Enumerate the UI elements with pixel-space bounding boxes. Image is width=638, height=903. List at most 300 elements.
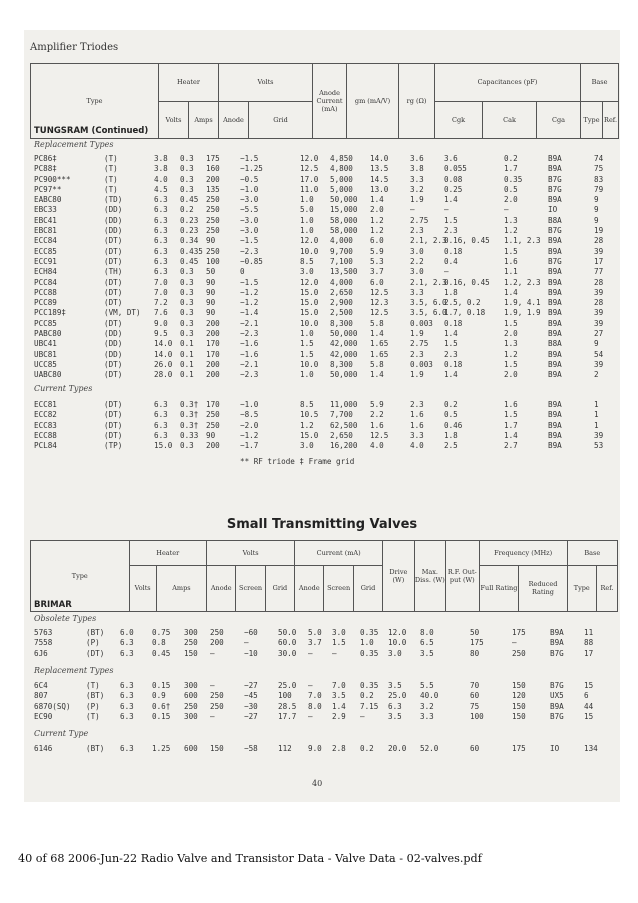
table-cell: 3.5 — [420, 648, 434, 658]
table-cell: 9,700 — [330, 246, 353, 256]
col-cgk: Cgk — [435, 101, 483, 139]
table-cell: 1.5 — [504, 359, 518, 369]
table-cell: 75 — [470, 701, 480, 711]
table-cell: 3.7 — [370, 267, 384, 277]
table-cell: — — [444, 267, 449, 277]
table-cell: 1.6 — [410, 410, 424, 420]
table-cell: 1.5 — [444, 339, 458, 349]
section-title-triodes: Amplifier Triodes — [30, 42, 119, 53]
table-cell: 39 — [594, 318, 604, 328]
scanned-page — [24, 30, 620, 802]
col-heater-amps: Amps — [189, 101, 219, 139]
table-cell: (DD) — [104, 349, 123, 359]
table-cell: 1.7, 0.18 — [444, 308, 486, 318]
page-number: 40 — [312, 779, 323, 788]
table-cell: 28.0 — [154, 370, 173, 380]
table-cell: 90 — [206, 277, 216, 287]
table-cell: UABC80 — [34, 370, 62, 380]
table-cell: −1.4 — [240, 308, 259, 318]
table-cell: 4,850 — [330, 154, 353, 163]
table-cell: 83 — [594, 174, 604, 184]
table-cell: 17.0 — [300, 174, 319, 184]
table-cell: 3.3 — [410, 287, 424, 297]
table-cell: 0.2 — [180, 205, 194, 215]
table-cell: 58,000 — [330, 226, 358, 236]
table-cell: 60 — [470, 744, 480, 753]
table-cell: 0.3 — [180, 298, 194, 308]
col-heater-volts: Volts — [159, 101, 189, 139]
table-cell: 0.23 — [180, 215, 199, 225]
label-replacement-types: Replacement Types — [34, 140, 114, 149]
table-cell: 27 — [594, 329, 604, 339]
table-cell: 1.9, 4.1 — [504, 298, 541, 308]
table-cell: 0.34 — [180, 236, 199, 246]
table-cell: — — [308, 711, 313, 721]
table-cell: 112 — [278, 744, 292, 753]
table-cell: 600 — [184, 744, 198, 753]
table-cell: B9A — [548, 410, 562, 420]
table-cell: −3.0 — [240, 215, 259, 225]
table-cell: 19 — [594, 226, 604, 236]
table-cell: 0.3 — [180, 441, 194, 451]
table-cell: −3.0 — [240, 226, 259, 236]
table-cell: 1.65 — [370, 339, 389, 349]
table-cell: ECH84 — [34, 267, 57, 277]
table-cell: B9A — [548, 277, 562, 287]
table-cell: 90 — [206, 430, 216, 440]
table-cell: 170 — [206, 400, 220, 409]
table-cell: UBC41 — [34, 339, 57, 349]
table-cell: 20.0 — [388, 744, 407, 753]
table-cell: EBC41 — [34, 215, 57, 225]
table-cell: 4,800 — [330, 164, 353, 174]
table-cell: 26.0 — [154, 359, 173, 369]
table-cell: 14.0 — [154, 349, 173, 359]
table-cell: 6.3 — [154, 400, 168, 409]
table-cell: 3.2 — [420, 701, 434, 711]
table-cell: 17 — [594, 256, 604, 266]
table-cell: EABC80 — [34, 195, 62, 205]
table-cell: 250 — [206, 410, 220, 420]
tx-col-screen: Screen — [236, 565, 265, 611]
col-anode-current: Anode Current (mA) — [313, 64, 347, 139]
table-cell: B9A — [548, 195, 562, 205]
table-cell: 0.15 — [152, 681, 171, 690]
table-cell: 17 — [584, 648, 594, 658]
table-cell: (DT) — [104, 277, 123, 287]
table-cell: 11,000 — [330, 400, 358, 409]
table-cell: −27 — [244, 711, 258, 721]
table-cell: 3.0 — [410, 267, 424, 277]
table-cell: 5.5 — [420, 681, 434, 690]
table-cell: 5.3 — [370, 256, 384, 266]
label-tx-current-type: Current Type — [34, 729, 89, 738]
table-cell: 200 — [210, 638, 224, 648]
manufacturer-brimar: BRIMAR — [34, 600, 72, 610]
table-cell: 6.3 — [154, 410, 168, 420]
table-cell: — — [410, 205, 415, 215]
table-cell: B9A — [548, 246, 562, 256]
table-cell: 0.3 — [180, 267, 194, 277]
table-cell: 1.4 — [332, 701, 346, 711]
table-cell: 7.0 — [332, 681, 346, 690]
table-cell: 90 — [206, 308, 216, 318]
table-cell: 7.0 — [154, 277, 168, 287]
table-cell: 1.0 — [300, 370, 314, 380]
table-cell: 2.2 — [410, 256, 424, 266]
table-cell: 8.5 — [300, 400, 314, 409]
table-cell: 0.33 — [180, 430, 199, 440]
table-cell: 175 — [512, 744, 526, 753]
table-cell: 1.6 — [410, 420, 424, 430]
table-cell: B7G — [548, 184, 562, 194]
table-cell: B9A — [548, 359, 562, 369]
table-cell: 9 — [594, 195, 599, 205]
pdf-footer: 40 of 68 2006-Jun-22 Radio Valve and Transistor Data - Valve Data - 02-valves.pdf — [18, 852, 482, 865]
table-cell: (DT) — [104, 370, 123, 380]
table-cell: 600 — [184, 691, 198, 701]
col-capacitances: Capacitances (pF) — [435, 64, 581, 102]
table-cell: 1.2 — [504, 226, 518, 236]
table-cell: 9 — [594, 215, 599, 225]
table-cell: 15,000 — [330, 205, 358, 215]
table-cell: ECC85 — [34, 246, 57, 256]
table-cell: PCC189‡ — [34, 308, 67, 318]
table-cell: 25.0 — [278, 681, 297, 690]
table-cell: −1.2 — [240, 287, 259, 297]
table-cell: 1.7 — [504, 420, 518, 430]
tx-col-heater: Heater — [129, 541, 207, 566]
table-cell: 1.2, 2.3 — [504, 277, 541, 287]
table-cell: 50.0 — [278, 628, 297, 637]
table-cell: 3.8 — [410, 164, 424, 174]
table-cell: 8,300 — [330, 359, 353, 369]
table-cell: — — [308, 681, 313, 690]
table-cell: 28.5 — [278, 701, 297, 711]
table-cell: 6.0 — [120, 628, 134, 637]
col-volts: Volts — [219, 64, 313, 102]
col-cga: Cga — [537, 101, 581, 139]
tx-col-volts: Volts — [207, 541, 295, 566]
table-cell: 1.0 — [300, 195, 314, 205]
table-cell: 1.5 — [332, 638, 346, 648]
table-cell: 0.46 — [444, 420, 463, 430]
table-cell: B9A — [548, 267, 562, 277]
table-cell: −2.1 — [240, 318, 259, 328]
table-cell: 5763 — [34, 628, 53, 637]
table-cell: B9A — [548, 308, 562, 318]
table-cell: 4,000 — [330, 277, 353, 287]
table-cell: 6146 — [34, 744, 53, 753]
table-cell: 6.0 — [370, 277, 384, 287]
table-cell: 0.3 — [180, 318, 194, 328]
table-cell: 12.5 — [370, 287, 389, 297]
table-cell: 1.6 — [504, 400, 518, 409]
table-cell: 2.2 — [370, 410, 384, 420]
table-cell: 0.6† — [152, 701, 171, 711]
table-cell: 1.0 — [360, 638, 374, 648]
table-cell: (DT) — [86, 648, 105, 658]
table-cell: 79 — [594, 184, 604, 194]
table-cell: 0.2 — [444, 400, 458, 409]
table-cell: 12.5 — [300, 164, 319, 174]
table-cell: −1.5 — [240, 236, 259, 246]
table-cell: 15.0 — [300, 287, 319, 297]
col-rg: rg (Ω) — [399, 64, 435, 139]
table-cell: 58,000 — [330, 215, 358, 225]
table-cell: 250 — [184, 638, 198, 648]
table-cell: 250 — [206, 195, 220, 205]
tx-col-anode: Anode — [207, 565, 236, 611]
table-cell: 1 — [594, 400, 599, 409]
table-cell: 12.5 — [370, 430, 389, 440]
table-cell: 0.1 — [180, 349, 194, 359]
table-cell: 0.435 — [180, 246, 203, 256]
table-cell: −5.5 — [240, 205, 259, 215]
table-cell: 60 — [470, 691, 480, 701]
table-cell: UCC85 — [34, 359, 57, 369]
table-cell: 1.8 — [444, 430, 458, 440]
table-cell: 0.1 — [180, 359, 194, 369]
table-cell: 39 — [594, 308, 604, 318]
table-cell: 0.3 — [180, 308, 194, 318]
table-cell: 6.0 — [370, 236, 384, 246]
table-cell: 160 — [206, 164, 220, 174]
table-cell: 100 — [206, 256, 220, 266]
table-cell: (T) — [86, 681, 100, 690]
table-cell: 53 — [594, 441, 604, 451]
table-cell: (DT) — [104, 410, 123, 420]
table-cell: 0.3† — [180, 410, 199, 420]
table-cell: 17.7 — [278, 711, 297, 721]
table-cell: 6.3 — [154, 226, 168, 236]
manufacturer-tungsram: TUNGSRAM (Continued) — [34, 126, 149, 136]
table-cell: 1.0 — [300, 329, 314, 339]
table-cell: B9A — [548, 287, 562, 297]
table-cell: 3.5 — [332, 691, 346, 701]
table-cell: 200 — [206, 441, 220, 451]
table-cell: 7,100 — [330, 256, 353, 266]
table-cell: 7.0 — [154, 287, 168, 297]
table-cell: (T) — [104, 174, 118, 184]
table-cell: 5.9 — [370, 400, 384, 409]
table-cell: IO — [550, 744, 560, 753]
tx-col-cur-anode: Anode — [295, 565, 324, 611]
table-cell: EBC33 — [34, 205, 57, 215]
table-cell: 6.3 — [388, 701, 402, 711]
table-cell: −1.6 — [240, 339, 259, 349]
table-cell: 77 — [594, 267, 604, 277]
table-cell: 1.5 — [504, 246, 518, 256]
tx-col-heater-volts: Volts — [129, 565, 156, 611]
table-cell: 6.3 — [154, 195, 168, 205]
col-heater: Heater — [159, 64, 219, 102]
table-cell: (BT) — [86, 744, 105, 753]
table-cell: — — [360, 711, 365, 721]
table-cell: B9A — [548, 400, 562, 409]
table-cell: 1.8 — [444, 287, 458, 297]
table-cell: 170 — [206, 339, 220, 349]
table-cell: B9A — [548, 420, 562, 430]
table-cell: 250 — [210, 701, 224, 711]
table-cell: 16,200 — [330, 441, 358, 451]
table-cell: 12.0 — [300, 277, 319, 287]
table-cell: 150 — [184, 648, 198, 658]
col-grid: Grid — [249, 101, 313, 139]
table-cell: PCL84 — [34, 441, 57, 451]
table-cell: 250 — [210, 628, 224, 637]
table-cell: (DT) — [104, 318, 123, 328]
table-cell: (DT) — [104, 359, 123, 369]
table-cell: 1.9 — [410, 195, 424, 205]
table-cell: 0.2 — [360, 691, 374, 701]
table-cell: −30 — [244, 701, 258, 711]
table-cell: — — [332, 648, 337, 658]
table-cell: 2.3 — [410, 226, 424, 236]
table-cell: (DD) — [104, 215, 123, 225]
table-cell: −8.5 — [240, 410, 259, 420]
table-cell: ECC83 — [34, 420, 57, 430]
table-cell: ECC84 — [34, 236, 57, 246]
table-cell: 6.3 — [154, 215, 168, 225]
table-cell: B9A — [548, 164, 562, 174]
table-cell: 12.0 — [300, 154, 319, 163]
table-cell: 0.1 — [180, 339, 194, 349]
table-cell: 0.1 — [180, 370, 194, 380]
tx-col-current: Current (mA) — [295, 541, 383, 566]
table-cell: 50,000 — [330, 195, 358, 205]
table-cell: 9.5 — [154, 329, 168, 339]
table-cell: 6.5 — [420, 638, 434, 648]
table-cell: 9 — [594, 205, 599, 215]
tx-col-reduced-rating: Reduced Rating — [519, 565, 567, 611]
col-base-type: Type — [581, 101, 603, 139]
table-cell: 250 — [206, 246, 220, 256]
table-cell: 3.0 — [332, 628, 346, 637]
table-cell: 13.0 — [370, 184, 389, 194]
table-cell: 3.5 — [388, 681, 402, 690]
table-cell: (DT) — [104, 236, 123, 246]
tx-col-grid: Grid — [265, 565, 294, 611]
table-cell: B9A — [550, 628, 564, 637]
table-cell: 6.3 — [154, 420, 168, 430]
table-cell: 2.9 — [332, 711, 346, 721]
table-cell: 0.3 — [180, 277, 194, 287]
table-cell: −1.0 — [240, 400, 259, 409]
table-cell: (VM, DT) — [104, 308, 141, 318]
table-cell: 8.0 — [308, 701, 322, 711]
table-cell: 2.5 — [444, 441, 458, 451]
table-cell: (T) — [104, 154, 118, 163]
table-cell: 12.0 — [300, 236, 319, 246]
col-anode: Anode — [219, 101, 249, 139]
table-cell: B9A — [548, 370, 562, 380]
table-cell: 300 — [184, 681, 198, 690]
table-cell: PCC84 — [34, 277, 57, 287]
table-cell: 150 — [512, 711, 526, 721]
label-current-types: Current Types — [34, 384, 93, 393]
table-cell: (TH) — [104, 267, 123, 277]
table-cell: 1.5 — [444, 215, 458, 225]
tx-col-base: Base — [567, 541, 617, 566]
table-cell: 250 — [184, 701, 198, 711]
table-cell: 28 — [594, 277, 604, 287]
table-cell: 74 — [594, 154, 604, 163]
table-cell: B9A — [548, 329, 562, 339]
table-cell: 1.4 — [444, 195, 458, 205]
table-cell: 6.3 — [154, 246, 168, 256]
table-cell: — — [210, 681, 215, 690]
table-cell: 1.2 — [504, 349, 518, 359]
table-cell: 3.6 — [410, 154, 424, 163]
table-cell: 4.5 — [154, 184, 168, 194]
table-cell: 90 — [206, 236, 216, 246]
table-cell: 7.15 — [360, 701, 379, 711]
table-cell: 175 — [512, 628, 526, 637]
table-cell: 28 — [594, 298, 604, 308]
table-cell: 0.35 — [360, 681, 379, 690]
table-cell: 3.3 — [410, 430, 424, 440]
table-cell: 250 — [206, 205, 220, 215]
table-cell: 120 — [512, 691, 526, 701]
table-cell: 0.2 — [360, 744, 374, 753]
table-cell: 70 — [470, 681, 480, 690]
table-cell: 9 — [594, 339, 599, 349]
table-cell: 9.0 — [308, 744, 322, 753]
table-cell: 0.055 — [444, 164, 467, 174]
table-cell: 2.7 — [504, 441, 518, 451]
table-cell: 14.0 — [154, 339, 173, 349]
table-cell: −58 — [244, 744, 258, 753]
table-cell: 3.0 — [388, 648, 402, 658]
footnote: ** RF triode ‡ Frame grid — [240, 457, 355, 466]
table-cell: 7558 — [34, 638, 53, 648]
table-cell: 90 — [206, 298, 216, 308]
table-cell: 1.6 — [504, 256, 518, 266]
table-cell: IO — [548, 205, 558, 215]
table-cell: −0.5 — [240, 174, 259, 184]
table-cell: 30.0 — [278, 648, 297, 658]
table-cell: 1.4 — [370, 195, 384, 205]
tx-col-base-ref: Ref. — [596, 565, 617, 611]
tx-col-cur-screen: Screen — [324, 565, 353, 611]
table-cell: (DT) — [104, 400, 123, 409]
table-cell: 15.0 — [300, 430, 319, 440]
table-cell: 200 — [206, 359, 220, 369]
table-cell: 200 — [206, 370, 220, 380]
table-cell: (T) — [104, 184, 118, 194]
table-cell: 0.5 — [444, 410, 458, 420]
table-cell: 6.3 — [120, 638, 134, 648]
table-cell: 13.5 — [370, 164, 389, 174]
table-cell: (DT) — [104, 420, 123, 430]
table-cell: (DT) — [104, 256, 123, 266]
table-cell: 200 — [206, 329, 220, 339]
table-cell: 1.5 — [504, 410, 518, 420]
table-cell: 2.3 — [444, 349, 458, 359]
table-cell: 1.65 — [370, 349, 389, 359]
table-cell: (DT) — [104, 298, 123, 308]
table-cell: (DD) — [104, 339, 123, 349]
table-cell: (DD) — [104, 329, 123, 339]
table-cell: 0.15 — [152, 711, 171, 721]
table-cell: −1.5 — [240, 277, 259, 287]
table-cell: ECC81 — [34, 400, 57, 409]
table-cell: 5,000 — [330, 174, 353, 184]
table-cell: 1.6 — [370, 420, 384, 430]
table-cell: 88 — [584, 638, 594, 648]
table-cell: 2.0 — [504, 195, 518, 205]
